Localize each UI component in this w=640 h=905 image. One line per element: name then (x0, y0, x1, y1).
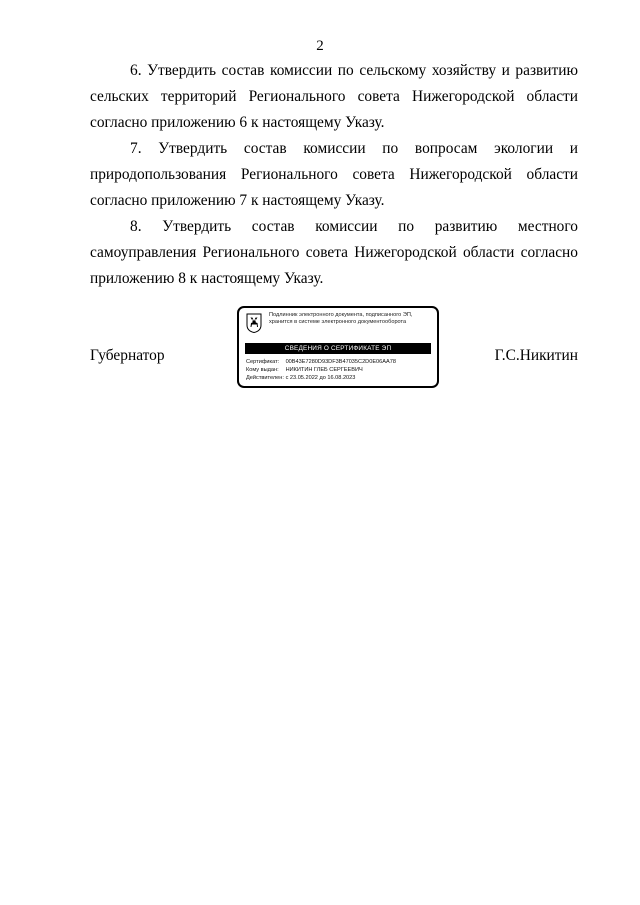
stamp-note (269, 312, 433, 327)
paragraph-item-6: 6. Утвердить состав комиссии по сельскому хозяйству и развитию сельских территорий Регионального совета Нижегородской области согласно приложению 6 к настоящему Указу. (90, 62, 578, 131)
stamp-valid-row (246, 374, 436, 382)
paragraph-item-7: 7. Утвердить состав комиссии по вопросам экологии и природопользования Регионального совета Нижегородской области согласно приложению 7 к настоящему Указу. (90, 140, 578, 209)
deer-emblem-icon (246, 313, 262, 333)
electronic-signature-stamp (237, 306, 439, 388)
stamp-note-line: хранится в системе электронного документооборота (269, 319, 407, 326)
stamp-valid-value: с 23.05.2022 до 16.08.2023 (285, 375, 356, 381)
signatory-position: Губернатор (90, 347, 165, 364)
stamp-issued-to-row (246, 366, 436, 374)
stamp-issued-to-label: Кому выдан: (246, 367, 279, 373)
stamp-header: СВЕДЕНИЯ О СЕРТИФИКАТЕ ЭП (245, 343, 431, 354)
signatory-name: Г.С.Никитин (494, 347, 578, 364)
stamp-certificate-value: 00B43E7280D93DF3B47035C2D0E06AA78 (285, 359, 396, 365)
paragraph-item-8: 8. Утвердить состав комиссии по развитию местного самоуправления Регионального совета Нижегородской области согласно приложению 8 к настоящему Указу. (90, 218, 578, 287)
stamp-certificate-label: Сертификат: (246, 359, 280, 365)
stamp-valid-label: Действителен: (246, 375, 284, 381)
document-body (90, 58, 578, 292)
stamp-details (246, 358, 436, 382)
stamp-note-line: Подлинник электронного документа, подписанного ЭП, (269, 312, 413, 318)
stamp-certificate-row (246, 358, 436, 366)
signature-block (90, 306, 578, 396)
stamp-issued-to-value: НИКИТИН ГЛЕБ СЕРГЕЕВИЧ (285, 367, 363, 373)
page-number: 2 (316, 38, 324, 54)
